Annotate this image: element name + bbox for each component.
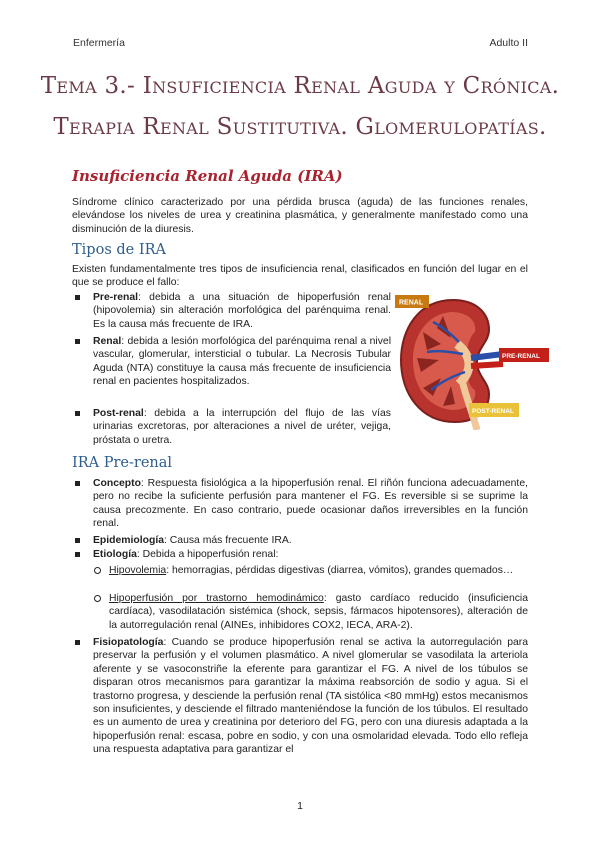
etio-term: Etiología	[93, 549, 137, 560]
sub1-text: : hemorragias, pérdidas digestivas (diarrea, vómitos), grandes quemados…	[166, 565, 514, 576]
tipo-text: : debida a una situación de hipoperfusión renal (hipovolemia) sin alteración morfológica del parénquima renal. Es la causa más frecuente de IRA.	[93, 292, 391, 330]
label-prerenal: PRE-RENAL	[502, 353, 540, 360]
page-title-line2: Terapia Renal Sustitutiva. Glomerulopatías.	[53, 114, 547, 140]
bullet-square-icon	[75, 538, 80, 543]
fisio-text: : Cuando se produce hipoperfusión renal se activa la autorregulación para preservar la perfusión y el volumen plasmático. A nivel glomerular se vasodilata la arteriola aferente y se vasoconstriñe la eferente para garantizar el FG. A nivel de los túbulos se disparan otros mecanismos para garantizar la máxima reabsorción de sodio y agua. Si el trastorno progresa, y desciende la perfusión renal (TA sistólica <80 mmHg) estos mecanismos son insuficientes, y desciende el filtrado manteniéndose la función de los túbulos. El resultado es un aumento de urea y creatinina por deterioro del FG, pero con una diuresis adaptada a la hipoperfusión renal: escasa, pobre en sodio, y con una osmolaridad elevada. Todo ello refleja una respuesta adaptativa para garantizar el	[93, 637, 528, 756]
header-right: Adulto II	[489, 37, 528, 49]
sub2-term: Hipoperfusión por trastorno hemodinámico	[109, 593, 324, 604]
label-renal: RENAL	[399, 299, 424, 307]
bullet-square-icon	[75, 295, 80, 300]
header-left: Enfermería	[73, 37, 125, 49]
tipo-text: : debida a lesión morfológica del parénquima renal a nivel vascular, glomerular, intersticial o tubular. La Necrosis Tubular Aguda (NTA) constituye la causa más frecuente de insuficiencia renal en pacientes hospitalizados.	[93, 336, 391, 388]
concepto-text: : Respuesta fisiológica a la hipoperfusión renal. El riñón funciona adecuadamente, pero no recibe la suficiente perfusión para mantener el FG. Es reversible si se suprime la causa precozmente. En caso contrario, puede ocasionar daños irreversibles en la función renal.	[93, 478, 528, 530]
bullet-circle-icon	[94, 595, 101, 602]
bullet-square-icon	[75, 481, 80, 486]
tipo-term: Pre-renal	[93, 292, 139, 303]
tipos-heading: Tipos de IRA	[72, 242, 166, 258]
epid-term: Epidemiología	[93, 535, 165, 546]
fisio-term: Fisiopatología	[93, 637, 164, 648]
page-number: 1	[297, 800, 303, 812]
sub1-term: Hipovolemia	[109, 565, 167, 576]
tipo-text: : debida a la interrupción del flujo de las vías urinarias excretoras, por alteraciones a nivel de uréter, vejiga, próstata o uretra.	[93, 408, 391, 446]
renal-vein	[471, 354, 503, 358]
tipos-intro-paragraph: Existen fundamentalmente tres tipos de insuficiencia renal, clasificados en función del lugar en el que se produce el fallo:	[72, 264, 528, 289]
ira-intro-paragraph: Síndrome clínico caracterizado por una pérdida brusca (aguda) de las funciones renales, elevándose los niveles de urea y creatinina plasmática, y generalmente manifestado como una disminución de la diuresis.	[72, 197, 528, 235]
bullet-circle-icon	[94, 567, 101, 574]
prerenal-heading: IRA Pre-renal	[72, 455, 173, 471]
concepto-term: Concepto	[93, 478, 141, 489]
sub2-text: : gasto cardíaco reducido (insuficiencia cardíaca), vasodilatación sistémica (shock, sepsis, fármacos hipotensores), alteración de la autorregulación renal (AINEs, inhibidores COX2, IECA, ARA-2).	[109, 593, 529, 631]
tipo-term: Post-renal	[93, 408, 144, 419]
tipo-term: Renal	[93, 336, 122, 347]
kidney-illustration	[393, 292, 549, 430]
page-title-line1: Tema 3.- Insuficiencia Renal Aguda y Crónica.	[40, 73, 560, 99]
renal-artery	[471, 364, 503, 366]
bullet-square-icon	[75, 411, 80, 416]
bullet-square-icon	[75, 552, 80, 557]
bullet-square-icon	[75, 339, 80, 344]
etio-text: : Debida a hipoperfusión renal:	[136, 549, 279, 560]
bullet-square-icon	[75, 640, 80, 645]
epid-text: : Causa más frecuente IRA.	[164, 535, 292, 546]
label-postrenal: POST-RENAL	[472, 408, 514, 415]
section-heading-ira: Insuficiencia Renal Aguda (IRA)	[72, 167, 343, 185]
